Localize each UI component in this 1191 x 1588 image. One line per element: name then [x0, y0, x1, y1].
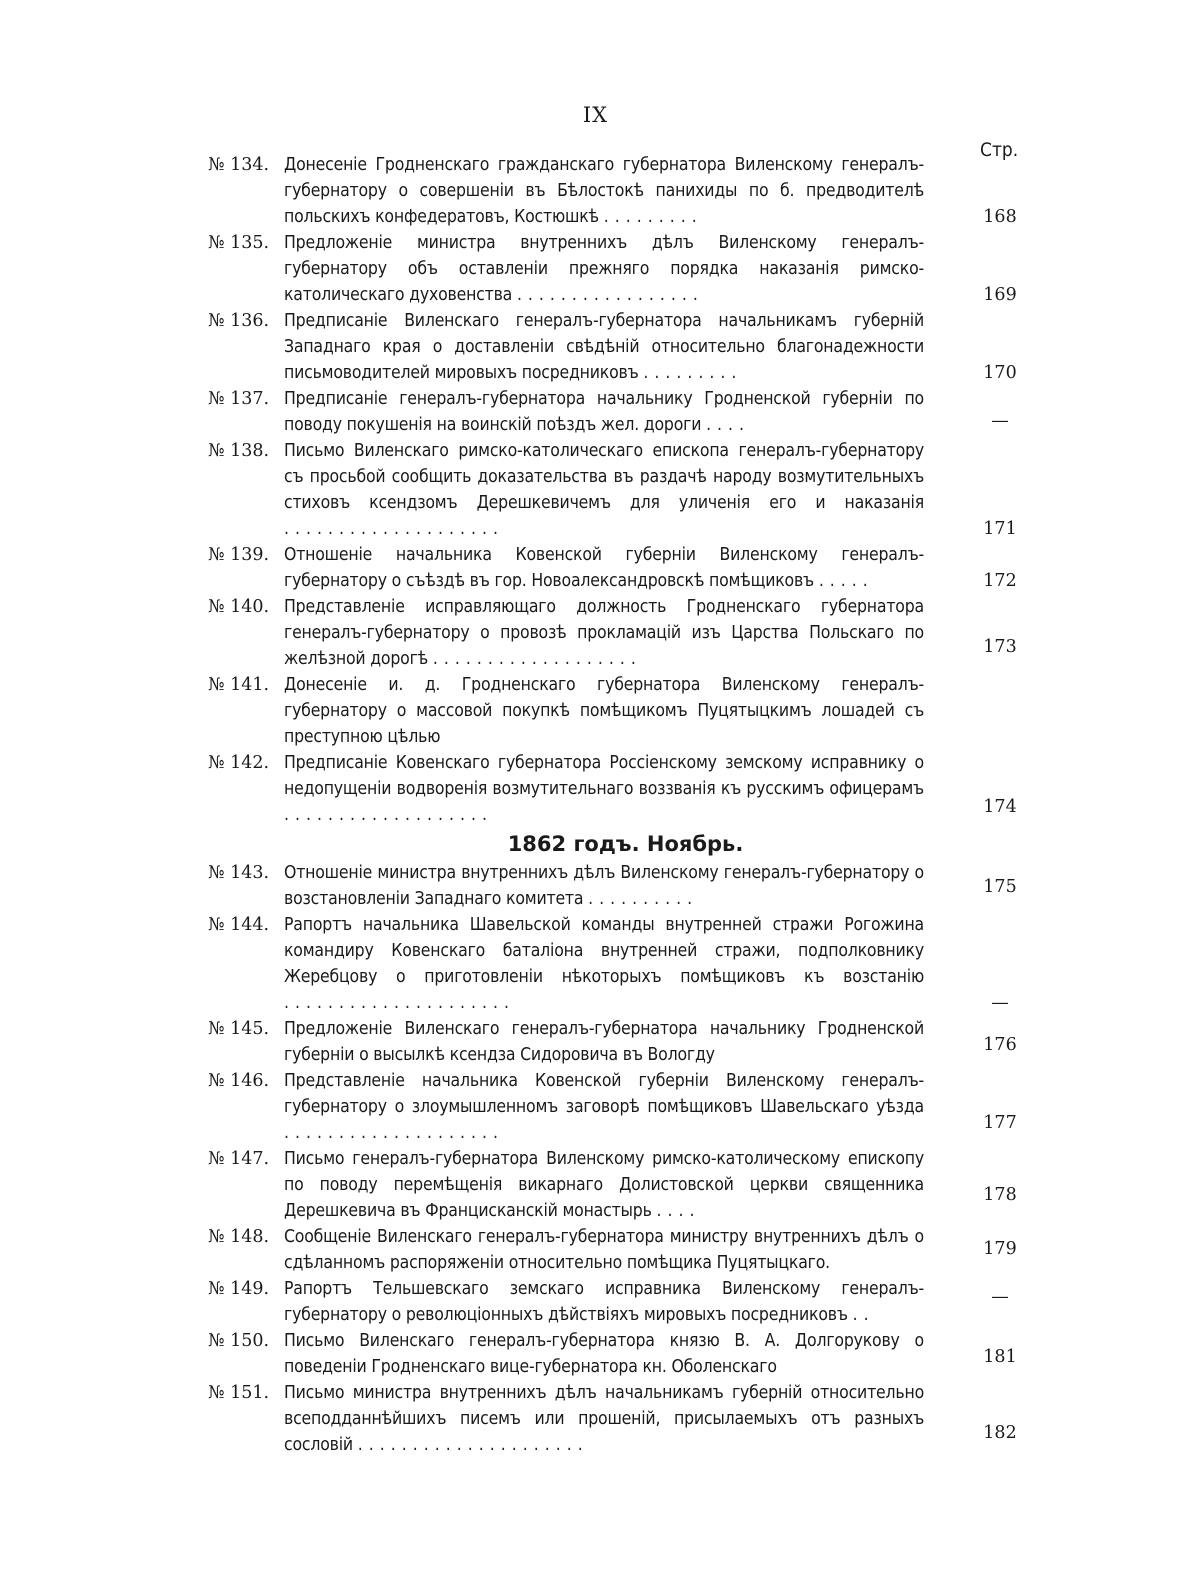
toc-entry-137 — [0, 386, 1191, 438]
entry-text: Донесеніе Гродненскаго гражданскаго губернатора Виленскому генералъ-губернатору о совершеніи въ Бѣлостокѣ панихиды по б. предводителѣ польскихъ конфедератовъ, Костюшкѣ ......... — [284, 155, 924, 227]
entry-text: Рапортъ начальника Шавельской команды внутренней стражи Рогожина командиру Ковенскаго баталіона внутренней стражи, подполковнику Жеребцову о приготовленіи нѣкоторыхъ помѣщиковъ къ возстанію ..................... — [284, 915, 924, 1013]
entry-number: № 143. — [208, 863, 270, 883]
entry-page: 181 — [983, 1347, 1017, 1367]
entry-page: — — [991, 411, 1009, 431]
entry-text: Представленіе исправляющаго должность Гродненскаго губернатора генералъ-губернатору о провозѣ прокламацій изъ Царства Польскаго по желѣзной дорогѣ ................... — [284, 597, 924, 669]
entry-page: 182 — [983, 1423, 1017, 1443]
toc-entry-146 — [0, 1068, 1191, 1146]
entry-page: 175 — [983, 877, 1017, 897]
toc-entry-141 — [0, 672, 1191, 750]
toc-entry-147 — [0, 1146, 1191, 1224]
entry-number: № 139. — [208, 545, 270, 565]
entry-page: 177 — [983, 1113, 1017, 1133]
entry-page: 176 — [983, 1035, 1017, 1055]
entry-text: Письмо Виленскаго генералъ-губернатора князю В. А. Долгорукову о поведеніи Гродненскаго вице-губернатора кн. Оболенскаго — [284, 1331, 924, 1377]
toc-entry-138 — [0, 438, 1191, 542]
entry-number: № 138. — [208, 441, 270, 461]
page-column-label: Стр. — [980, 139, 1019, 161]
entry-text: Письмо генералъ-губернатора Виленскому римско-католическому епископу по поводу перемѣщенія викарнаго Долистовской церкви священника Дерешкевича въ Францисканскій монастырь .... — [284, 1149, 924, 1221]
entry-number: № 145. — [208, 1019, 270, 1039]
entry-number: № 134. — [208, 155, 270, 175]
entry-text: Письмо Виленскаго римско-католическаго епископа генералъ-губернатору съ просьбой сообщить доказательства въ раздачѣ народу возмутительныхъ стиховъ ксендзомъ Дерешкевичемъ для уличенія его и наказанія .................... — [284, 441, 924, 539]
page-number: IX — [582, 103, 609, 127]
entry-page: 172 — [983, 571, 1017, 591]
toc-entry-142 — [0, 750, 1191, 828]
entry-page: — — [991, 1287, 1009, 1307]
entry-text: Предписаніе генералъ-губернатора начальнику Гродненской губерніи по поводу покушенія на воинскій поѣздъ жел. дороги .... — [284, 389, 924, 435]
entry-number: № 142. — [208, 753, 270, 773]
entry-page: — — [991, 993, 1009, 1013]
toc-entry-144 — [0, 912, 1191, 1016]
entry-number: № 135. — [208, 233, 270, 253]
entry-text: Отношеніе министра внутреннихъ дѣлъ Виленскому генералъ-губернатору о возстановленіи Западнаго комитета .......... — [284, 863, 924, 909]
entry-number: № 136. — [208, 311, 270, 331]
entry-page: 168 — [983, 207, 1017, 227]
entry-number: № 140. — [208, 597, 270, 617]
toc-entry-139 — [0, 542, 1191, 594]
toc-entry-149 — [0, 1276, 1191, 1328]
toc-entry-134 — [0, 152, 1191, 230]
entry-text: Предложеніе Виленскаго генералъ-губернатора начальнику Гродненской губерніи о высылкѣ ксендза Сидоровича въ Вологду — [284, 1019, 924, 1065]
entry-text: Сообщеніе Виленскаго генералъ-губернатора министру внутреннихъ дѣлъ о сдѣланномъ распоряженіи относительно помѣщика Пуцятыцкаго. — [284, 1227, 924, 1273]
entry-number: № 150. — [208, 1331, 270, 1351]
toc-entry-150 — [0, 1328, 1191, 1380]
toc-entry-143 — [0, 860, 1191, 912]
entry-text: Предписаніе Ковенскаго губернатора Россіенскому земскому исправнику о недопущеніи водворенія возмутительнаго воззванія къ русскимъ офицерамъ ................... — [284, 753, 924, 825]
entry-page: 179 — [983, 1239, 1017, 1259]
entry-page: 169 — [983, 285, 1017, 305]
entry-page: 171 — [983, 519, 1017, 539]
entry-number: № 137. — [208, 389, 270, 409]
entry-text: Представленіе начальника Ковенской губерніи Виленскому генералъ-губернатору о злоумышленномъ заговорѣ помѣщиковъ Шавельскаго уѣзда .................... — [284, 1071, 924, 1143]
entry-page: 170 — [983, 363, 1017, 383]
toc-entry-148 — [0, 1224, 1191, 1276]
entry-number: № 144. — [208, 915, 270, 935]
entry-page: 174 — [983, 797, 1017, 817]
toc-entry-140 — [0, 594, 1191, 672]
entry-text: Рапортъ Тельшевскаго земскаго исправника Виленскому генералъ-губернатору о революціонныхъ дѣйствіяхъ мировыхъ посредниковъ .. — [284, 1279, 924, 1325]
toc-entry-136 — [0, 308, 1191, 386]
section-heading: 1862 годъ. Ноябрь. — [507, 832, 744, 856]
entry-number: № 149. — [208, 1279, 270, 1299]
toc-entry-145 — [0, 1016, 1191, 1068]
entry-number: № 147. — [208, 1149, 270, 1169]
entry-text: Предложеніе министра внутреннихъ дѣлъ Виленскому генералъ-губернатору объ оставленіи прежняго порядка наказанія римско-католическаго духовенства ................. — [284, 233, 924, 305]
entry-page: 173 — [983, 637, 1017, 657]
entry-text: Предписаніе Виленскаго генералъ-губернатора начальникамъ губерній Западнаго края о доставленіи свѣдѣній относительно благонадежности письмоводителей мировыхъ посредниковъ ......... — [284, 311, 924, 383]
entry-number: № 148. — [208, 1227, 270, 1247]
entry-number: № 141. — [208, 675, 270, 695]
entry-text: Письмо министра внутреннихъ дѣлъ начальникамъ губерній относительно всеподданнѣйшихъ писемъ или прошеній, присылаемыхъ отъ разныхъ сословій ..................... — [284, 1383, 924, 1455]
entry-page: 178 — [983, 1185, 1017, 1205]
toc-entry-151 — [0, 1380, 1191, 1458]
entry-number: № 151. — [208, 1383, 270, 1403]
table-of-contents — [0, 152, 1191, 1458]
toc-entry-135 — [0, 230, 1191, 308]
entry-text: Донесеніе и. д. Гродненскаго губернатора Виленскому генералъ-губернатору о массовой покупкѣ помѣщикомъ Пуцятыцкимъ лошадей съ преступною цѣлью — [284, 675, 924, 747]
entry-text: Отношеніе начальника Ковенской губерніи Виленскому генералъ-губернатору о съѣздѣ въ гор. Новоалександровскѣ помѣщиковъ ..... — [284, 545, 924, 591]
entry-number: № 146. — [208, 1071, 270, 1091]
